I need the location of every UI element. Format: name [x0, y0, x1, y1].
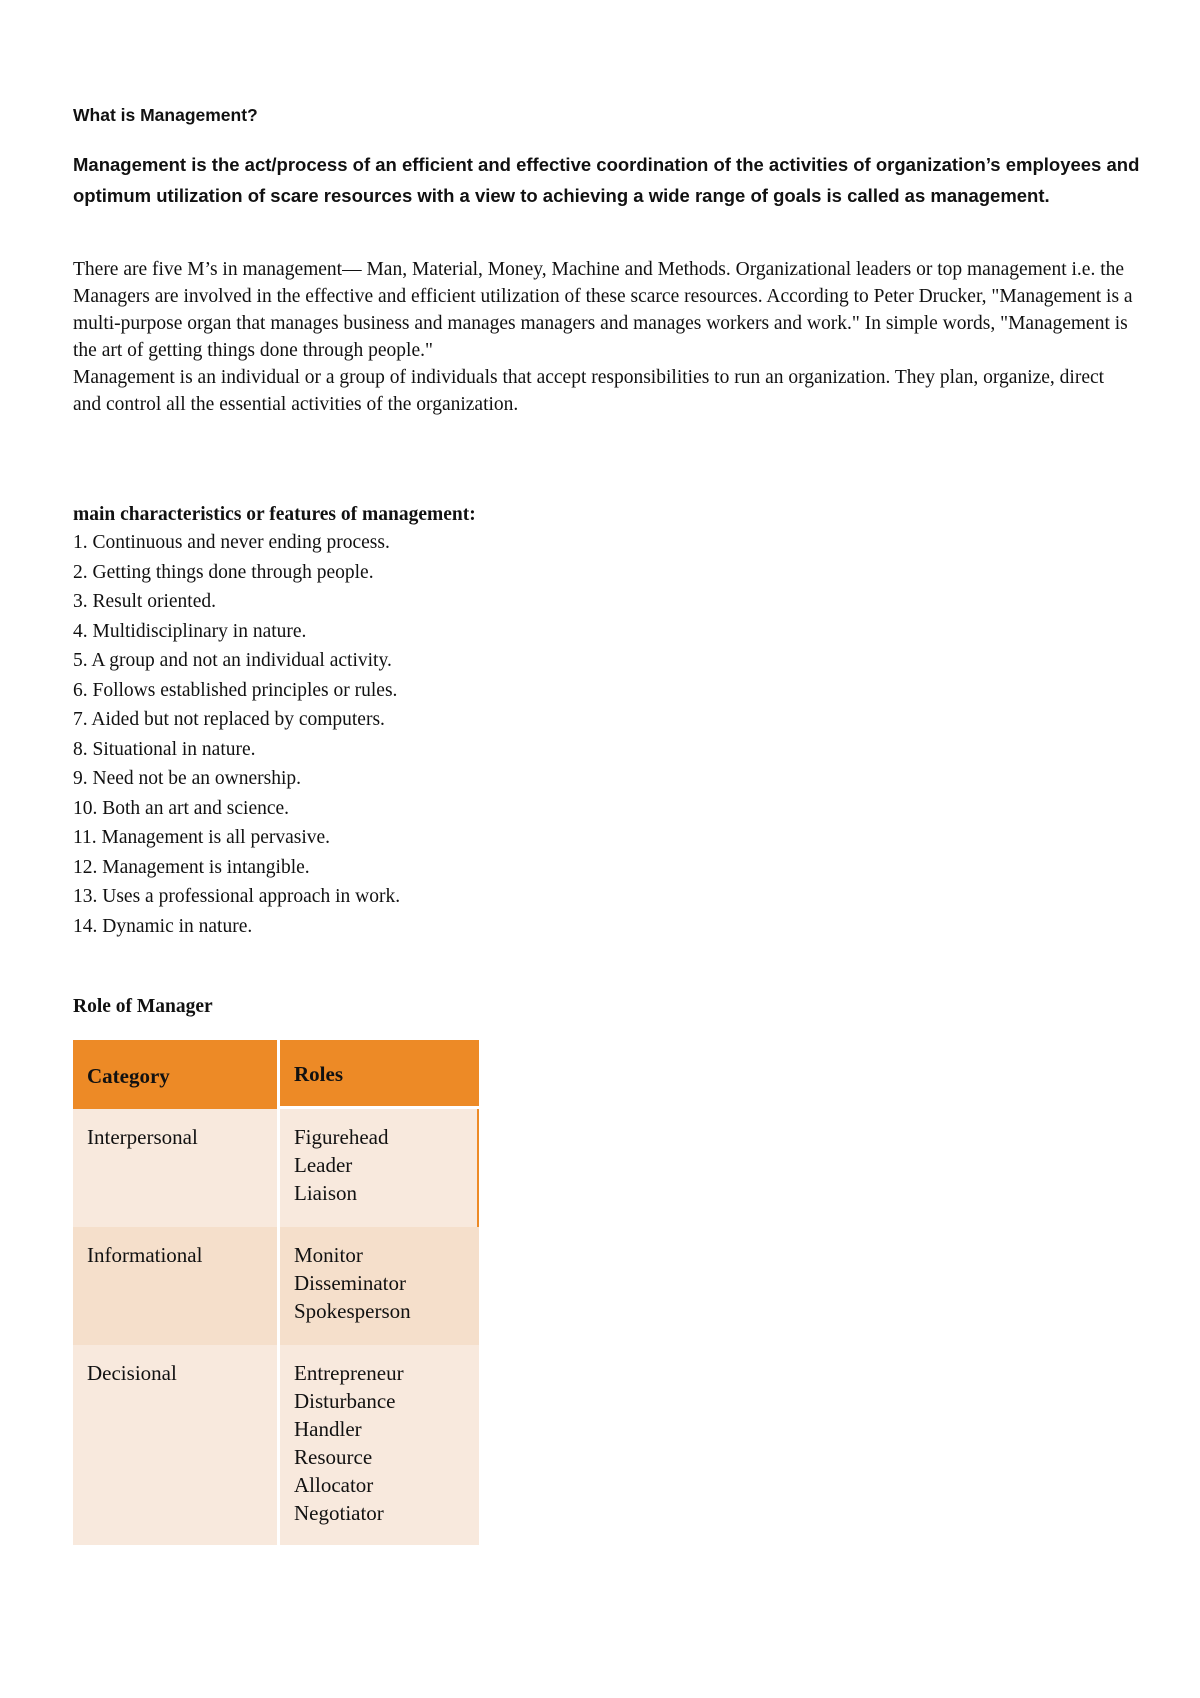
role-item: Monitor [294, 1243, 363, 1267]
role-table [73, 1040, 479, 1545]
table-row [73, 1109, 479, 1227]
role-table-title: Role of Manager [73, 996, 213, 1017]
header-roles: Roles [280, 1040, 479, 1109]
intro-paragraph-1: There are five M’s in management— Man, Material, Money, Machine and Methods. Organizational leaders or top management i.e. the Managers are involved in the effective and efficient utilization of these scarce resources. According to Peter Drucker, "Management is a multi-purpose organ that manages business and manages managers and manages workers and work." In simple words, "Management is the art of getting things done through people." [73, 259, 1133, 361]
category-cell: Interpersonal [73, 1109, 280, 1227]
list-item: 5. A group and not an individual activity. [73, 650, 392, 671]
list-item: 8. Situational in nature. [73, 738, 256, 760]
list-item: 3. Result oriented. [73, 591, 216, 612]
list-item: 4. Multidisciplinary in nature. [73, 620, 307, 642]
list-item: 7. Aided but not replaced by computers. [73, 709, 385, 730]
intro-paragraph-2: Management is an individual or a group of individuals that accept responsibilities to run an organization. They plan, organize, direct and control all the essential activities of the organization. [73, 367, 1105, 415]
table-row [73, 1227, 479, 1345]
list-item: 9. Need not be an ownership. [73, 768, 301, 789]
roles-cell [280, 1109, 479, 1227]
role-item: Allocator [294, 1473, 374, 1497]
header-category: Category [73, 1040, 280, 1109]
role-item: Leader [294, 1153, 353, 1177]
features-list [73, 528, 400, 941]
table-row [73, 1345, 479, 1545]
list-item: 13. Uses a professional approach in work. [73, 886, 401, 907]
definition-paragraph: Management is the act/process of an efficient and effective coordination of the activities of organization’s employees and optimum utilization of scare resources with a view to achieving a wide range of goals is called as management. [73, 154, 1140, 206]
list-item: 12. Management is intangible. [73, 856, 310, 878]
features-title: main characteristics or features of management: [73, 504, 476, 525]
role-item: Liaison [294, 1181, 357, 1205]
table-header-row [73, 1040, 479, 1109]
list-item: 11. Management is all pervasive. [73, 827, 331, 848]
list-item: 14. Dynamic in nature. [73, 915, 253, 937]
role-item: Disseminator [294, 1271, 406, 1295]
category-cell: Decisional [73, 1345, 280, 1545]
role-item: Negotiator [294, 1501, 384, 1525]
roles-cell [280, 1345, 479, 1545]
roles-cell [280, 1227, 479, 1345]
role-item: Figurehead [294, 1125, 389, 1149]
category-cell: Informational [73, 1227, 280, 1345]
intro-section [73, 256, 1133, 418]
role-item: Disturbance [294, 1389, 396, 1413]
role-item: Resource [294, 1445, 373, 1469]
list-item: 10. Both an art and science. [73, 797, 290, 819]
list-item: 1. Continuous and never ending process. [73, 532, 390, 553]
role-item: Spokesperson [294, 1299, 411, 1323]
page-title: What is Management? [73, 105, 258, 125]
role-item: Entrepreneur [294, 1361, 404, 1385]
role-item: Handler [294, 1417, 362, 1441]
list-item: 2. Getting things done through people. [73, 561, 374, 583]
list-item: 6. Follows established principles or rules. [73, 679, 398, 701]
